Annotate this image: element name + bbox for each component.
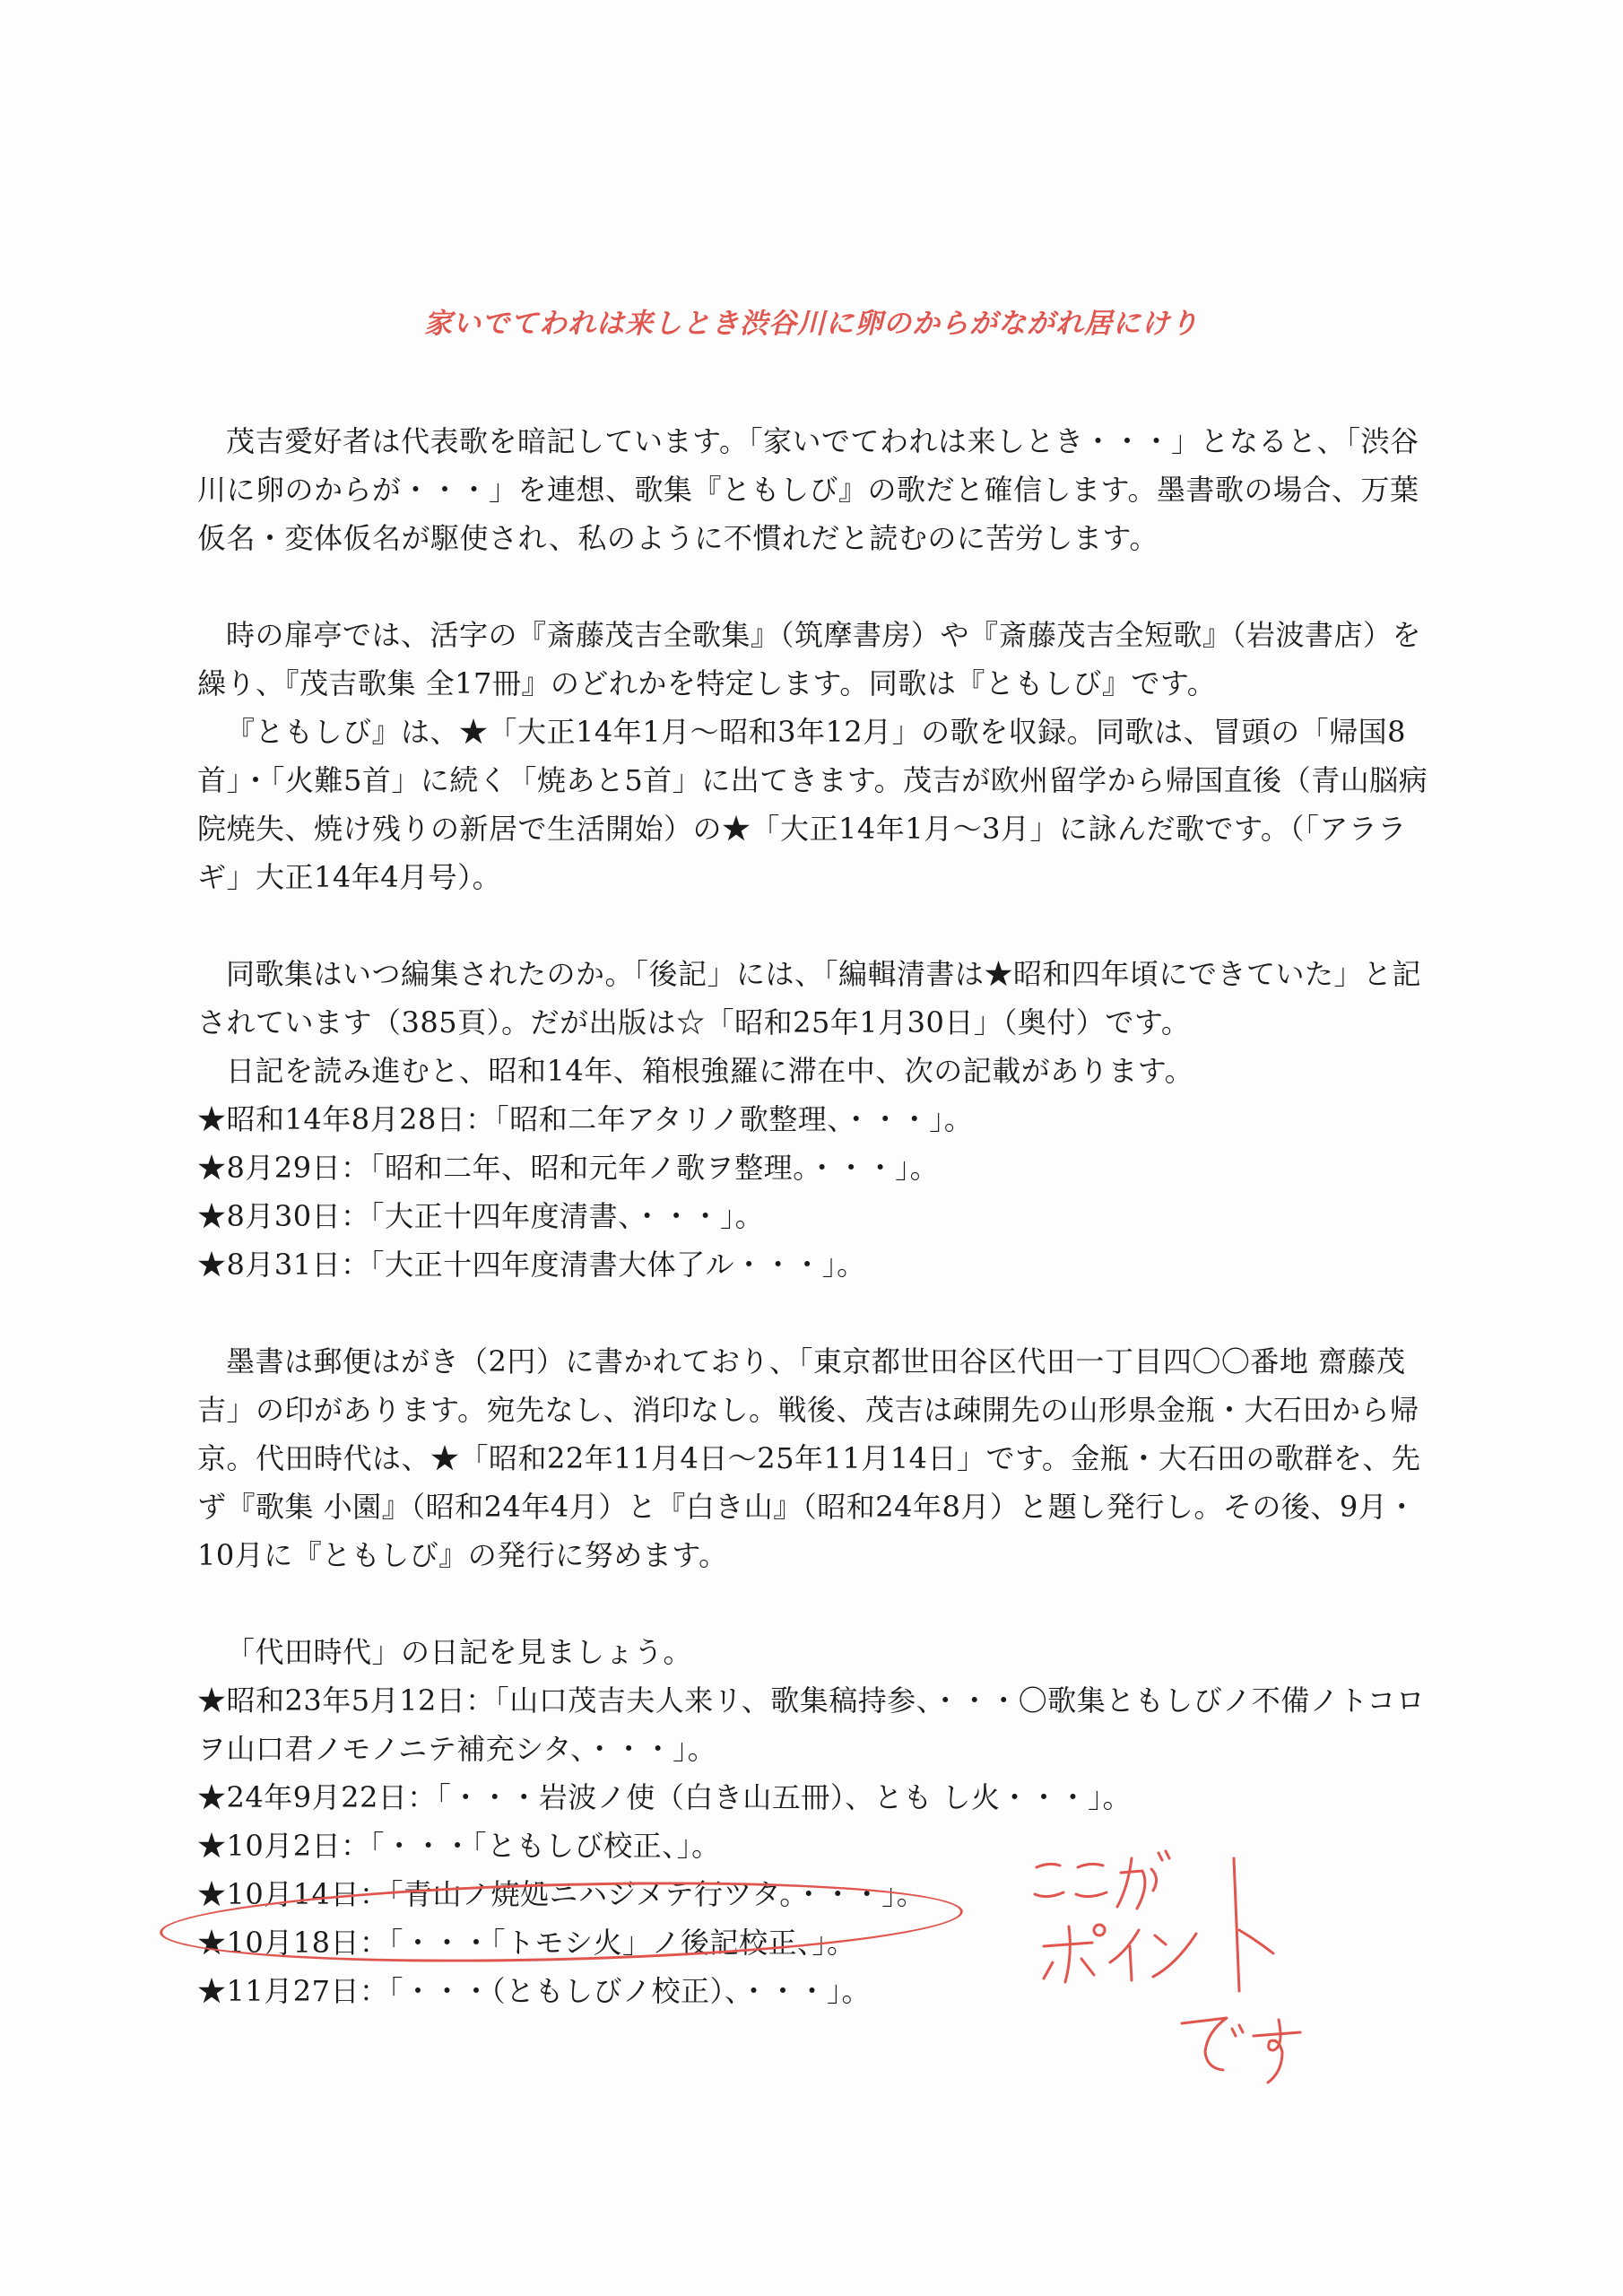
paragraph-identification: 時の扉亭では、活字の『斎藤茂吉全歌集』（筑摩書房）や『斎藤茂吉全短歌』（岩波書店）を繰り、『茂吉歌集 全17冊』のどれかを特定します。同歌は『ともしび』です。 [197,618,1422,700]
paragraph-diary-intro: 日記を読み進むと、昭和14年、箱根強羅に滞在中、次の記載があります。 [226,1054,1194,1088]
paragraph-postcard: 墨書は郵便はがき（2円）に書かれており、「東京都世田谷区代田一丁目四〇〇番地 齋藤茂吉」の印があります。宛先なし、消印なし。戦後、茂吉は疎開先の山形県金瓶・大石田から帰京。代田時代は、★「昭和22年11月4日～25年11月14日」です。金瓶・大石田の歌群を、先ず『歌集 小園』（昭和24年4月）と『白き山』（昭和24年8月）と題し発行し。その後、9月・10月に『ともしび』の発行に努めます。 [197,1344,1421,1572]
diary-entry: ★8月31日：「大正十四年度清書大体了ル・・・」。 [197,1248,866,1282]
diary-entry: ★10月2日：「・・・「ともしび校正、」。 [197,1829,721,1863]
diary-entry: ★8月29日：「昭和二年、昭和元年ノ歌ヲ整理。・・・」。 [197,1151,940,1185]
paragraph-editing: 同歌集はいつ編集されたのか。「後記」には、「編輯清書は★昭和四年頃にできていた」と記されています（385頁）。だが出版は☆「昭和25年1月30日」（奥付）です。 [197,957,1422,1039]
diary-entry: ★8月30日：「大正十四年度清書、・・・」。 [197,1199,765,1233]
document-body [197,417,1435,2015]
paragraph-tomoshibi: 『ともしび』は、★「大正14年1月～昭和3年12月」の歌を収録。同歌は、冒頭の「帰国8首」・「火難5首」に続く「焼あと5首」に出てきます。茂吉が欧州留学から帰国直後（青山脳病院焼失、焼け残りの新居で生活開始）の★「大正14年1月～3月」に詠んだ歌です。（「アララギ」大正14年4月号）。 [197,715,1428,894]
diary-entry: ★昭和23年5月12日：「山口茂吉夫人来リ、歌集稿持参、・・・〇歌集ともしびノ不備ノトコロヲ山口君ノモノニテ補充シタ、・・・」。 [197,1683,1426,1766]
paragraph-daita-intro: 「代田時代」の日記を見ましょう。 [226,1635,693,1669]
diary-entry: ★10月18日：「・・・「トモシ火」ノ後記校正、」。 [197,1926,856,1960]
poem-title: 家いでてわれは来しとき渋谷川に卵のからがながれ居にけり [424,308,1199,340]
handwritten-note [1031,1848,1390,2090]
diary-entry-highlighted: ★10月14日：「青山ノ焼処ニハジメテ行ツタ。・・・」。 [197,1877,926,1911]
paragraph-intro: 茂吉愛好者は代表歌を暗記しています。「家いでてわれは来しとき・・・」となると、「渋谷川に卵のからが・・・」を連想、歌集『ともしび』の歌だと確信します。墨書歌の場合、万葉仮名・変体仮名が駆使され、私のように不慣れだと読むのに苦労します。 [197,424,1419,555]
diary-entry: ★昭和14年8月28日：「昭和二年アタリノ歌整理、・・・」。 [197,1102,974,1136]
diary-entry: ★11月27日：「・・・（ともしびノ校正）、・・・」。 [197,1974,871,2008]
diary-entry: ★24年9月22日：「・・・岩波ノ使（白き山五冊）、とも し火・・・」。 [197,1780,1132,1814]
